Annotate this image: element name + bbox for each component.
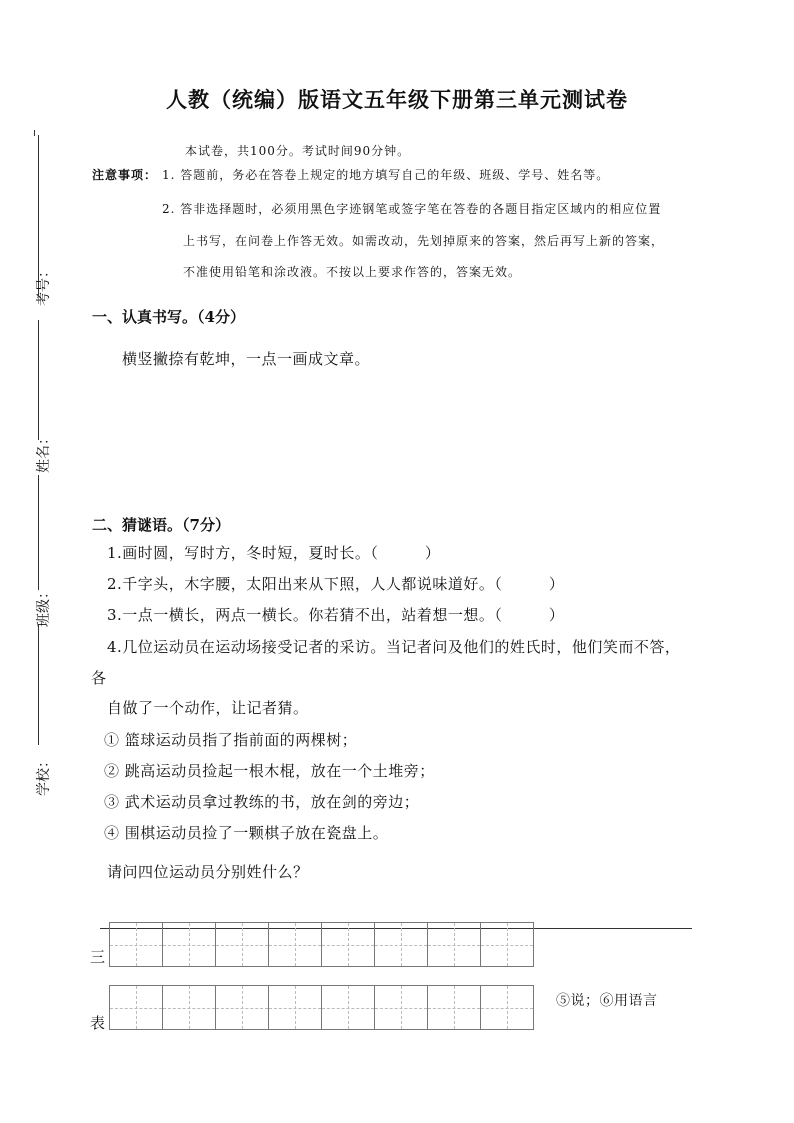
kaohao-label: 考号： bbox=[36, 264, 52, 306]
binding-tick bbox=[34, 130, 35, 136]
grid-cell[interactable] bbox=[480, 985, 534, 1030]
grid-cell[interactable] bbox=[321, 922, 375, 967]
grid-cell[interactable] bbox=[268, 922, 322, 967]
xuexiao-line bbox=[38, 625, 39, 745]
riddle-1: 1.画时圆，写时方，冬时短，夏时长。（ ） bbox=[107, 544, 441, 562]
question-prompt: 请问四位运动员分别姓什么？ bbox=[107, 863, 309, 881]
fragment-san: 三 bbox=[90, 948, 106, 966]
grid-cell[interactable] bbox=[215, 985, 269, 1030]
xingming-line bbox=[38, 320, 39, 440]
section-1-text: 横竖撇捺有乾坤，一点一画成文章。 bbox=[122, 350, 371, 368]
notes-label: 注意事项： bbox=[92, 168, 158, 182]
notes-item-2: 2. 答非选择题时，必须用黑色字迹钢笔或签字笔在答卷的各题目指定区域内的相应位置 bbox=[162, 202, 662, 216]
notes-item-1: 1. 答题前，务必在答卷上规定的地方填写自己的年级、班级、学号、姓名等。 bbox=[162, 168, 610, 182]
grid-cell[interactable] bbox=[427, 985, 481, 1030]
exam-intro: 本试卷，共100分。考试时间90分钟。 bbox=[185, 144, 411, 158]
riddle-4-cont: 自做了一个动作，让记者猜。 bbox=[107, 699, 309, 717]
grid-cell[interactable] bbox=[215, 922, 269, 967]
page-title: 人教（统编）版语文五年级下册第三单元测试卷 bbox=[166, 87, 628, 112]
option-4: ④ 围棋运动员捡了一颗棋子放在瓷盘上。 bbox=[104, 824, 389, 842]
riddle-2: 2.千字头，木字腰，太阳出来从下照，人人都说味道好。（ ） bbox=[107, 575, 565, 593]
fragment-biao: 表 bbox=[90, 1014, 106, 1032]
grid-cell[interactable] bbox=[321, 985, 375, 1030]
banji-line bbox=[38, 475, 39, 590]
grid-cell[interactable] bbox=[109, 985, 163, 1030]
grid-cell[interactable] bbox=[427, 922, 481, 967]
riddle-4-wrap: 各 bbox=[91, 669, 107, 687]
grid-cell[interactable] bbox=[109, 922, 163, 967]
grid-cell[interactable] bbox=[374, 922, 428, 967]
notes-item-2-end: 不准使用铅笔和涂改液。不按以上要求作答的，答案无效。 bbox=[183, 265, 522, 279]
writing-grid-row-1 bbox=[110, 922, 534, 967]
option-1: ① 篮球运动员指了指前面的两棵树； bbox=[104, 731, 358, 749]
banji-label: 班级： bbox=[36, 585, 52, 627]
notes-item-2-cont: 上书写，在问卷上作答无效。如需改动，先划掉原来的答案，然后再写上新的答案， bbox=[183, 234, 665, 248]
grid-cell[interactable] bbox=[374, 985, 428, 1030]
grid-cell[interactable] bbox=[480, 922, 534, 967]
writing-grid-row-2 bbox=[110, 985, 534, 1030]
xingming-label: 姓名： bbox=[36, 431, 52, 473]
option-2: ② 跳高运动员捡起一根木棍，放在一个土堆旁； bbox=[104, 762, 435, 780]
section-1-heading: 一、认真书写。（4分） bbox=[92, 308, 245, 326]
riddle-4: 4.几位运动员在运动场接受记者的采访。当记者问及他们的姓氏时，他们笑而不答， bbox=[107, 638, 681, 656]
section-2-heading: 二、猜谜语。（7分） bbox=[92, 516, 230, 534]
grid-cell[interactable] bbox=[162, 985, 216, 1030]
fragment-tail: ⑤说；⑥用语言 bbox=[556, 993, 658, 1009]
xuexiao-label: 学校： bbox=[36, 754, 52, 796]
option-3: ③ 武术运动员拿过教练的书，放在剑的旁边； bbox=[104, 793, 420, 811]
riddle-3: 3.一点一横长，两点一横长。你若猜不出，站着想一想。（ ） bbox=[107, 606, 565, 624]
grid-cell[interactable] bbox=[162, 922, 216, 967]
grid-cell[interactable] bbox=[268, 985, 322, 1030]
